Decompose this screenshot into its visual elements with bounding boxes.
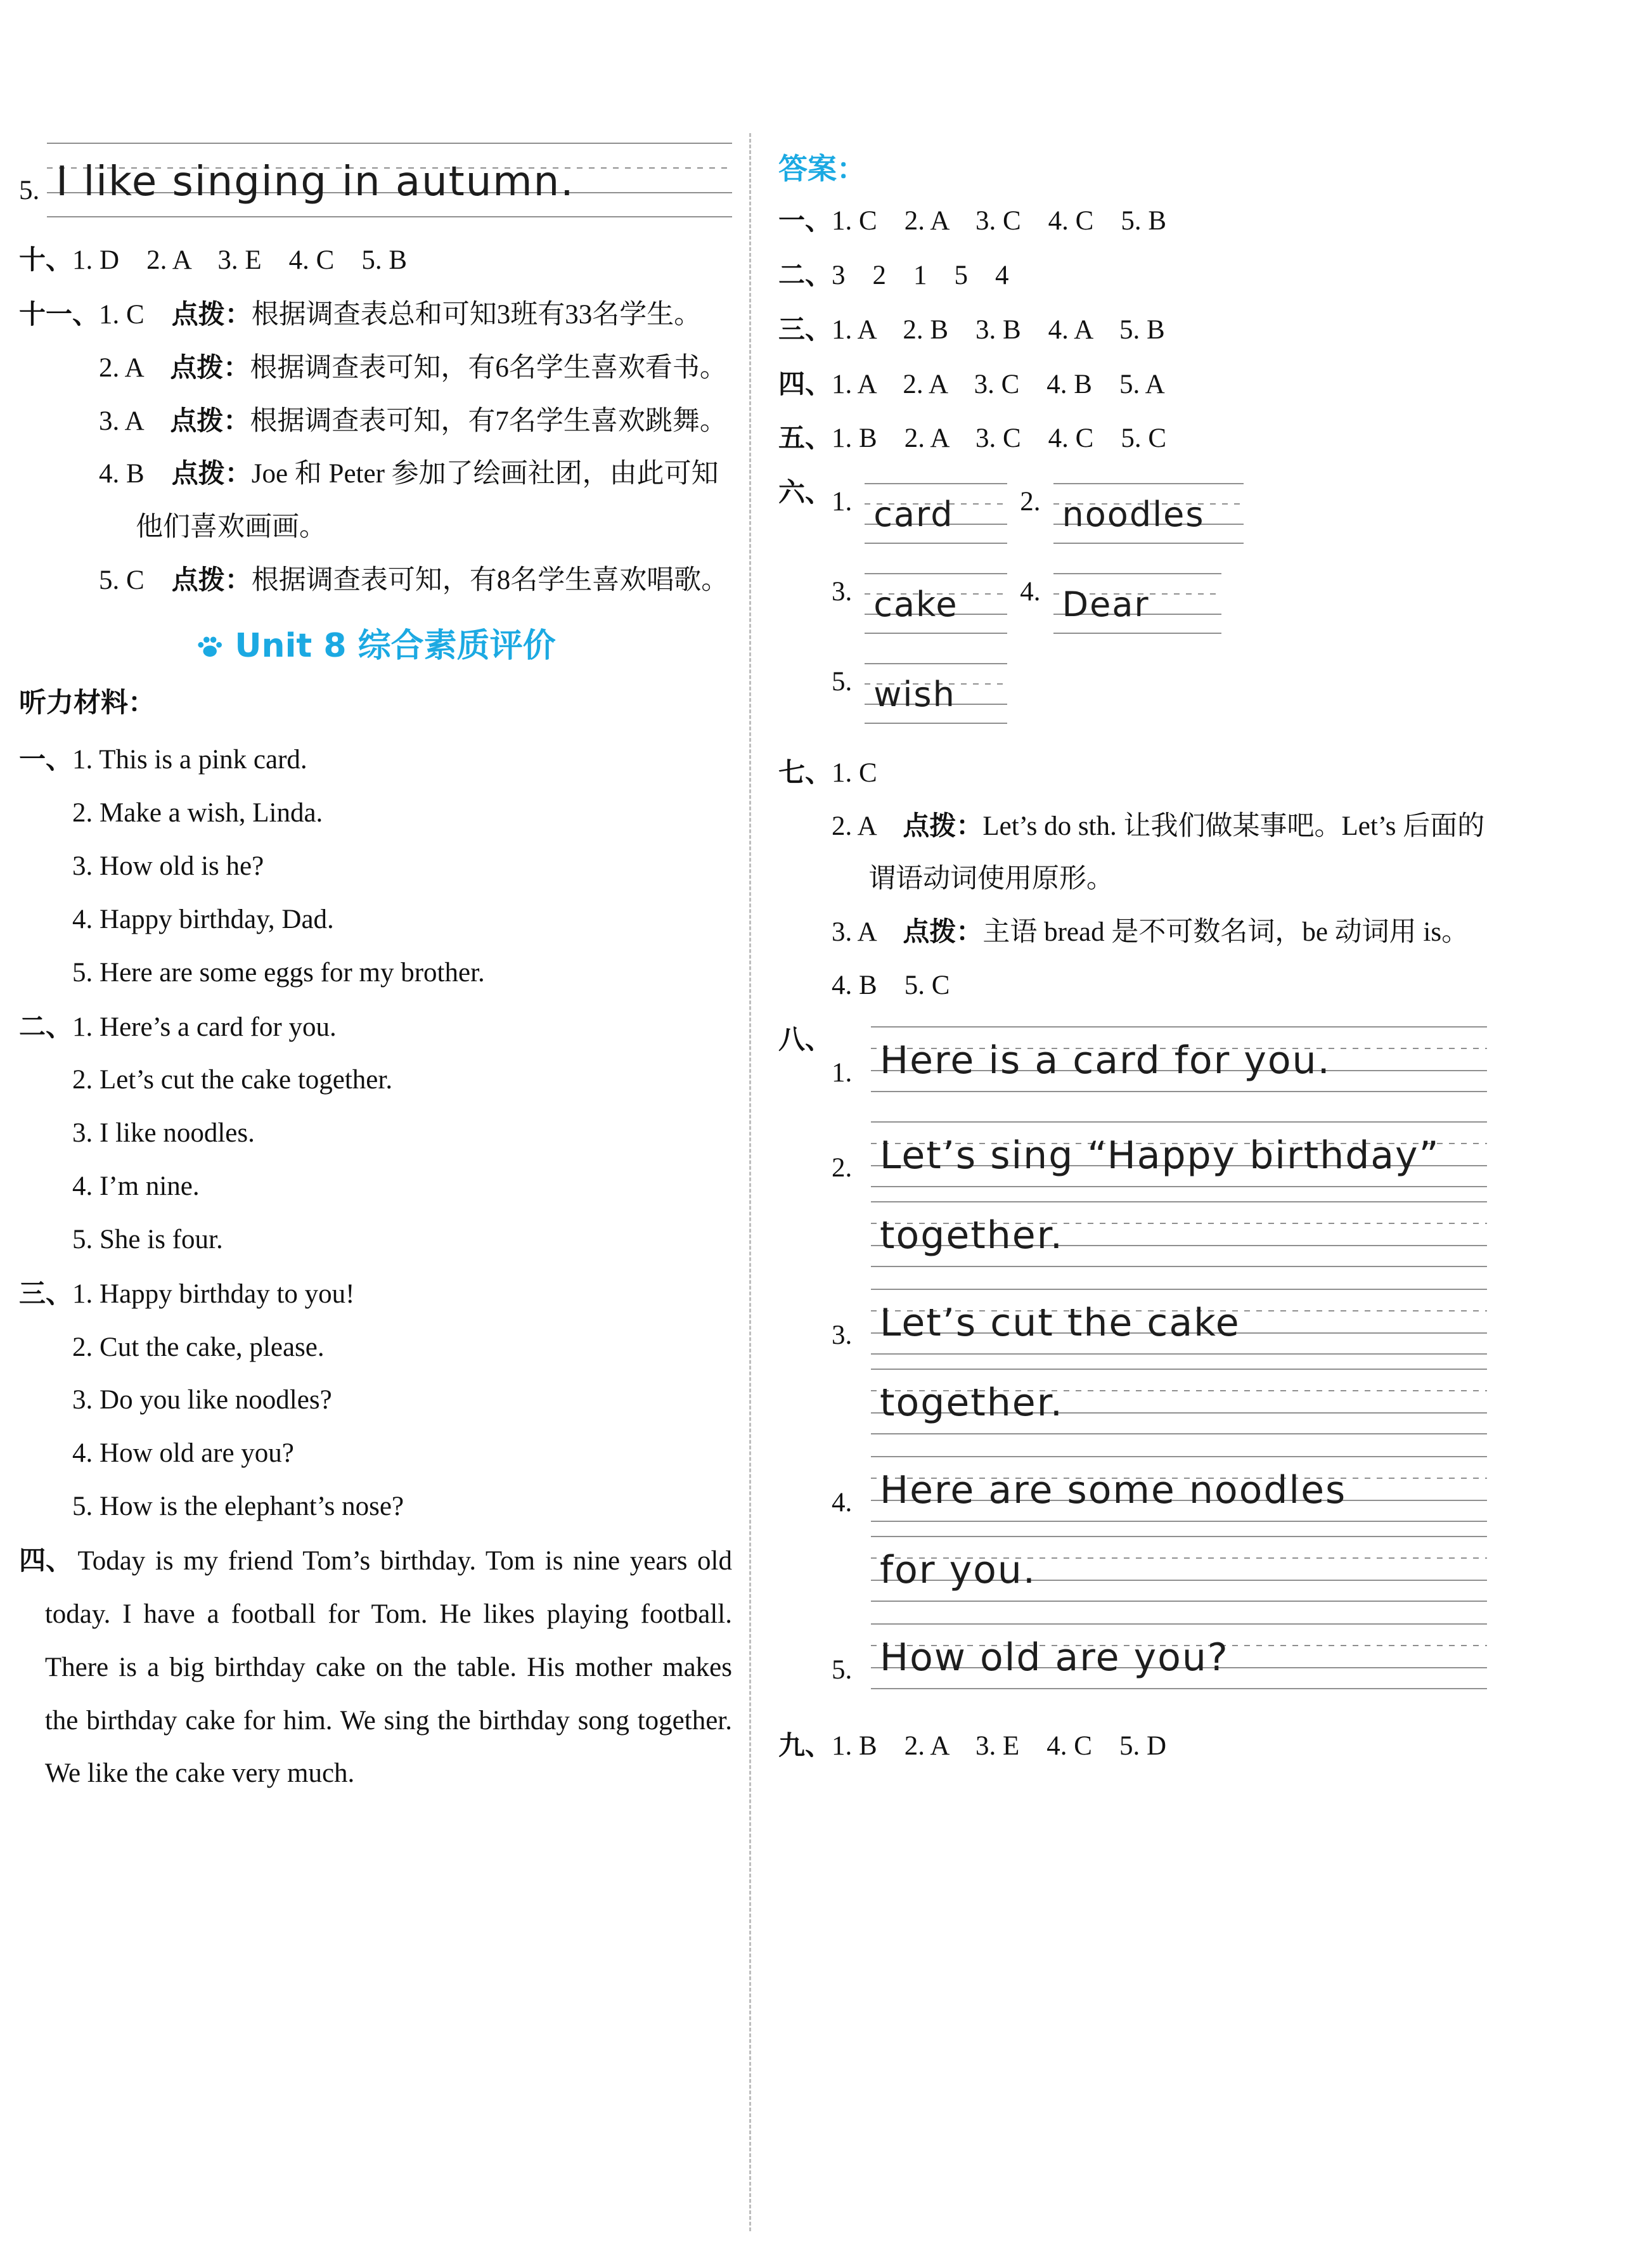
answer-row-5 [778, 412, 1487, 465]
writing-lines-group [871, 1026, 1487, 1100]
ruled-writing-lines [1053, 573, 1221, 634]
listening-line: 3. Do you like noodles? [72, 1385, 332, 1415]
explanation-item [99, 288, 732, 342]
section-body [72, 1268, 732, 1533]
handwritten-sentence: Here are some noodles [880, 1467, 1347, 1512]
tip-text: 根据调查表可知，有6名学生喜欢看书。 [250, 352, 727, 383]
writing-lines-group [871, 1623, 1487, 1697]
tip-text: 根据调查表总和可知3班有33名学生。 [251, 299, 702, 330]
item-number: 2. [1020, 487, 1041, 517]
handwriting-item [832, 1623, 1487, 1697]
unit-title: Unit 8 综合素质评价 [235, 626, 556, 665]
item-number: 2. [832, 1152, 853, 1183]
answer-keys: 1. B 2. A 3. E 4. C 5. D [832, 1730, 1167, 1761]
ruled-writing-lines [865, 573, 1007, 634]
answers-label: 答案： [778, 151, 866, 186]
listening-line: 5. How is the elephant’s nose? [72, 1492, 404, 1522]
answer: 3. A [832, 917, 903, 948]
answer: 2. A [832, 811, 903, 841]
handwritten-sentence: Let’s cut the cake [880, 1300, 1240, 1345]
listening-material-label: 听力材料： [19, 686, 155, 719]
handwriting-item [832, 1289, 1487, 1434]
tip-text: Joe 和 Peter 参加了绘画社团，由此可知他们喜欢画画。 [136, 459, 719, 543]
answer: 2. A [99, 352, 171, 383]
ruled-writing-lines [871, 1369, 1487, 1434]
handwriting-row [832, 565, 1487, 634]
ruled-writing-lines [47, 143, 732, 217]
listening-line: 5. Here are some eggs for my brother. [72, 957, 485, 988]
answer-keys: 1. D 2. A 3. E 4. C 5. B [72, 245, 408, 275]
section-6 [778, 467, 1487, 745]
listening-line: 1. Happy birthday to you! [72, 1279, 355, 1309]
handwritten-sentence: Let’s sing “Happy birthday” [880, 1133, 1440, 1178]
listening-line: 3. How old is he? [72, 851, 264, 882]
answer: 1. C [99, 299, 172, 330]
explanation-item [832, 906, 1487, 959]
explanation-item [99, 554, 732, 607]
listening-line: 4. How old are you? [72, 1438, 294, 1469]
ruled-writing-lines [865, 663, 1007, 724]
section-label: 四、 [778, 368, 832, 399]
handwritten-sentence: together. [880, 1213, 1064, 1258]
handwritten-word: cake [873, 584, 958, 624]
answer-row-2 [778, 249, 1487, 302]
ruled-writing-lines [871, 1121, 1487, 1187]
tip-text: 根据调查表可知，有8名学生喜欢唱歌。 [251, 565, 729, 596]
answer-keys: 1. B 2. A 3. C 4. C 5. C [832, 423, 1167, 454]
ruled-writing-lines [871, 1623, 1487, 1689]
section-label: 十一、 [19, 298, 100, 330]
writing-lines-group [871, 1289, 1487, 1434]
tip-label: 点拨： [903, 916, 983, 948]
item-number: 4. [1020, 577, 1041, 607]
section-label: 一、 [19, 744, 73, 775]
tip-label: 点拨： [170, 351, 250, 383]
listening-line: 4. I’m nine. [72, 1171, 200, 1202]
ruled-writing-lines [1053, 483, 1244, 544]
answer: 3. A [99, 406, 171, 436]
section-body [99, 288, 732, 607]
right-column [778, 147, 1487, 1774]
section-label: 三、 [19, 1277, 73, 1309]
listening-section-1 [19, 733, 732, 999]
item-number: 5. [832, 1654, 853, 1685]
tip-text: 主语 bread 是不可数名词，be 动词用 is。 [982, 917, 1469, 948]
handwriting-item [832, 1456, 1487, 1602]
explanation-item [99, 448, 732, 554]
handwritten-word: Dear [1062, 584, 1150, 624]
section-10 [19, 234, 732, 287]
section-label: 一、 [778, 205, 832, 236]
answer-item: 4. B 5. C [832, 970, 950, 1001]
answer-keys: 3 2 1 5 4 [832, 260, 1009, 290]
section-9 [778, 1720, 1487, 1773]
tip-label: 点拨： [171, 298, 252, 330]
listening-line: 1. Here’s a card for you. [72, 1012, 337, 1042]
handwritten-sentence: I like singing in autumn. [56, 158, 575, 205]
explanation-item [832, 800, 1487, 906]
section-label: 十、 [19, 244, 73, 275]
tip-label: 点拨： [171, 458, 252, 489]
listening-line: 2. Cut the cake, please. [72, 1332, 325, 1362]
handwritten-sentence: How old are you? [880, 1635, 1229, 1680]
listening-line: 3. I like noodles. [72, 1118, 255, 1149]
writing-lines-group [871, 1456, 1487, 1602]
section-body [72, 1001, 732, 1266]
listening-section-3 [19, 1268, 732, 1533]
answer-keys: 1. A 2. A 3. C 4. B 5. A [832, 369, 1165, 399]
unit-header [19, 625, 732, 668]
writing-lines-group [871, 1121, 1487, 1267]
listening-line: 4. Happy birthday, Dad. [72, 904, 334, 934]
explanation-item [99, 342, 732, 395]
item-number: 1. [832, 487, 853, 517]
ruled-writing-lines [871, 1026, 1487, 1092]
paw-icon [195, 632, 224, 661]
listening-line: 5. She is four. [72, 1224, 223, 1254]
section-body [72, 733, 732, 999]
answer: 5. C [99, 565, 172, 596]
tip-text: Let’s do sth. 让我们做某事吧。Let’s 后面的谓语动词使用原形。 [868, 811, 1485, 894]
item-number: 5. [19, 176, 40, 205]
listening-section-4 [19, 1535, 732, 1800]
handwritten-sentence: for you. [880, 1547, 1036, 1592]
column-divider [749, 133, 751, 2231]
ruled-writing-lines [871, 1289, 1487, 1355]
section-label: 七、 [778, 756, 832, 788]
handwriting-item [832, 1026, 1487, 1100]
handwritten-word: card [873, 494, 954, 535]
section-body [832, 1014, 1487, 1718]
ruled-writing-lines [871, 1536, 1487, 1602]
tip-label: 点拨： [903, 809, 983, 841]
section-label: 五、 [778, 422, 832, 454]
answer-item: 1. C [832, 757, 877, 788]
tip-text: 根据调查表可知，有7名学生喜欢跳舞。 [250, 406, 727, 436]
listening-line: 1. This is a pink card. [72, 745, 307, 775]
section-label: 九、 [778, 1729, 832, 1761]
section-label: 八、 [778, 1023, 832, 1055]
section-body [832, 747, 1487, 1012]
section-body [832, 467, 1487, 745]
ruled-writing-lines [865, 483, 1007, 544]
section-label: 三、 [778, 313, 832, 345]
answer-row-3 [778, 304, 1487, 357]
section-label: 六、 [778, 477, 832, 508]
section-label: 二、 [778, 259, 832, 290]
section-11 [19, 288, 732, 607]
handwriting-row [832, 475, 1487, 544]
tip-label: 点拨： [170, 404, 250, 436]
item-number: 3. [832, 1320, 853, 1350]
handwritten-word: noodles [1062, 494, 1205, 535]
handwritten-sentence: together. [880, 1380, 1064, 1425]
handwritten-sentence: Here is a card for you. [880, 1038, 1331, 1083]
handwriting-row [832, 655, 1487, 724]
listening-section-2 [19, 1001, 732, 1266]
left-column [19, 143, 732, 1801]
item-number: 1. [832, 1057, 853, 1088]
answer-keys: 1. A 2. B 3. B 4. A 5. B [832, 314, 1165, 345]
handwritten-word: wish [873, 674, 956, 714]
answer-row-4 [778, 358, 1487, 411]
tip-label: 点拨： [171, 564, 252, 596]
item-number: 3. [832, 577, 853, 607]
item-number: 4. [832, 1487, 853, 1517]
listening-line: 2. Make a wish, Linda. [72, 798, 323, 828]
ruled-writing-lines [871, 1456, 1487, 1522]
answer-keys: 1. C 2. A 3. C 4. C 5. B [832, 206, 1167, 236]
section-7 [778, 747, 1487, 1012]
ruled-writing-lines [871, 1201, 1487, 1267]
explanation-item [99, 395, 732, 448]
section-8 [778, 1014, 1487, 1718]
handwriting-item [832, 1121, 1487, 1267]
answer-row-1 [778, 195, 1487, 248]
section-label: 四、 [19, 1545, 73, 1576]
listening-line: 2. Let’s cut the cake together. [72, 1065, 393, 1095]
section-label: 二、 [19, 1010, 73, 1042]
answer: 4. B [99, 459, 172, 489]
item-number: 5. [832, 666, 853, 697]
handwriting-item-5 [19, 143, 732, 217]
listening-passage: Today is my friend Tom’s birthday. Tom is nine years old today. I have a football for Tom. He likes playing football. There is a big birthday cake on the table. His mother makes the birthday cake for him. We sing the birthday song together. We like the cake very much. [44, 1546, 732, 1789]
